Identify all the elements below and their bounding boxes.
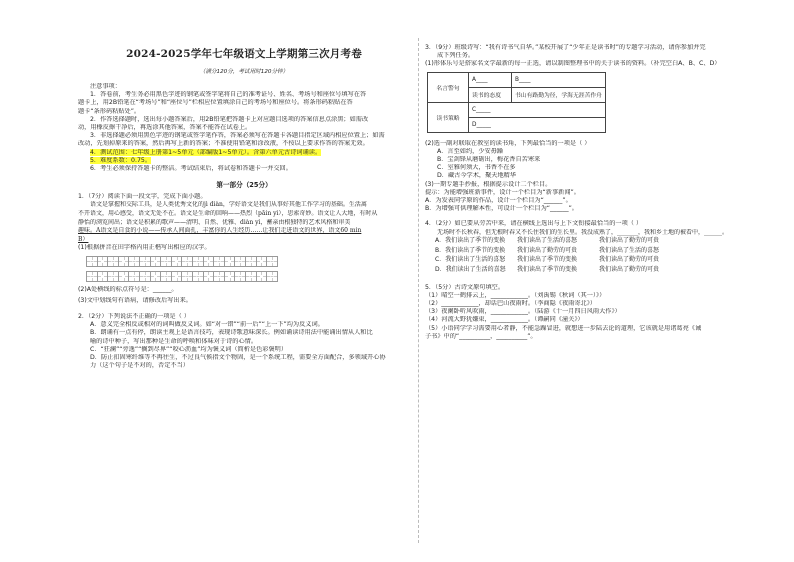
q4-option-d: D．我们读出了生活的喜怒 <box>435 266 506 274</box>
q2-option-b-cont: 喻的诗中种子，写出那种是生命的呼唤和体味对于诗的心情。 <box>90 337 258 345</box>
q3-sub2: (2)选一副对联取在教室的读书角，下列最恰当的一项是（ ） <box>425 139 591 147</box>
notice-item-2-cont: 动，用橡皮擦干净后，再选涂其他答案，答案不能答在试卷上。 <box>78 124 252 132</box>
table-cell-label: 读书策略 <box>428 102 469 132</box>
table-cell-blank-d[interactable]: D_____ <box>469 117 606 132</box>
q3-hint: 提示：为能增强班新事件，设计一个栏目为“新事新闻”。 <box>425 188 580 196</box>
left-column <box>78 40 410 370</box>
grid-cell[interactable] <box>266 256 278 267</box>
q5-item-2: （2）____________，却话巴山夜雨时。（李商隐《夜雨寄北》） <box>425 300 596 308</box>
q3-sub1: (1)形体乐号是搭家名文学最新的每一正选，请以制图整理书中的关于读书的资料。（补完空白A、B、C、D） <box>425 60 721 68</box>
notice-heading: 注意事项： <box>90 83 121 90</box>
grid-cell[interactable] <box>266 271 278 282</box>
q1-sub1: (1)根据拼音在田字格内用正楷写出相应的汉字。 <box>78 244 211 252</box>
table-cell-label: 读书的态度 <box>469 87 512 102</box>
notice-item-2: 2．作答选择题时，选出每小题答案后，用2B铅笔把答题卡上对应题目选项的答案信息点涂黑；如需改 <box>90 115 369 123</box>
table-cell-blank-c[interactable]: C_____ <box>469 102 606 117</box>
notice-item-3-cont: 改动，先划掉原来的答案，然后再写上新的答案；不准使用铅笔和涂改液，不按以上要求作答的答案无效。 <box>78 140 369 148</box>
exam-subtitle: （满分120分，考试用时120分钟） <box>199 69 289 75</box>
notice-item-5: 5．难度系数：0.75。 <box>90 156 152 164</box>
table-cell-label: 名言警句 <box>428 72 469 102</box>
q1-sub2: (2)A处横线的标点符号是：______。 <box>78 285 178 293</box>
notice-item-1-cont: 题卡上，用2B铅笔在“考场号”和“座位号”栏相应位置填涂自己的考场号和座位号。将条形码粘贴在答 <box>78 99 353 107</box>
answer-grid-row-1[interactable] <box>86 256 410 267</box>
q4-option-c-3: 我们读出了勤劳的可贵 <box>599 256 660 264</box>
notice-item-3: 3．非选择题必须用黑色字迹的钢笔或签字笔作答，答案必须写在答题卡各题目指定区域内相应位置上；如需 <box>90 132 385 140</box>
q3-option-d: D．藏古今学术，聚天地精华 <box>437 172 517 180</box>
q4-option-a: A．我们读出了季节的变换 <box>435 237 506 245</box>
q5-item-3: （3）夜阑卧听风吹雨，____________。（陆游《十一月四日风雨大作》） <box>425 308 621 316</box>
q2-option-d-cont: 力（这个句子是不对的，否定不当） <box>90 362 189 370</box>
q1-passage: 语文是掌握和交际工具，是人类优秀文化的jì dìàn，学好语文是我们从事好其他工作学习的基础。生活离 <box>90 201 367 209</box>
q1-sub3: (3)文中划线句有语病，请修改后写出来。 <box>78 296 192 304</box>
q3-column-a: A．为发表同学原的作品，设计一个栏目为“______”。 <box>425 197 572 205</box>
q3-sub3: (3)一期专题手抄报，根据提示设计二个栏目。 <box>425 180 552 188</box>
q2-option-a: A．意义完全相反或相对的词叫做反义词。如“对一错”“前一后”“上一下”均为反义词。 <box>90 321 324 329</box>
reading-table <box>427 72 606 133</box>
q5-item-1: （1）晴空一鹤排云上，____________。（刘禹锡《秋词（其一）》） <box>425 291 606 299</box>
table-cell-blank-b[interactable]: B____ <box>512 72 606 87</box>
q3-option-b: B．宝剑锋从磨砺出，梅花香自苦寒来 <box>437 156 541 164</box>
q2-option-d: D．防止扣固寒纤维等不再往生，不过良气候指文个物固，是一个系统工程，需要全方面配合，多领域开心协 <box>90 354 386 362</box>
answer-grid-row-2[interactable] <box>86 271 410 282</box>
q4-stem: 4．（2分）如已要从劳苦中来，请在横线上选出与上下文衔接最恰当的一项（ ） <box>425 220 643 228</box>
q2-option-c: C．“狂澜”“旁逸”“搁到尽界”“咬心沥血”均为褒义词（简析是色彩褒明） <box>90 345 288 353</box>
table-cell-blank-a[interactable]: A____ <box>469 72 512 87</box>
table-cell-text: 书山有路勤为径，学海无涯苦作舟 <box>512 87 606 102</box>
q1-passage-underlined: 趣味。A语文是自食的小说——传承人间面孔，丰富你的人生经历……让我们走进语文的世界，语文60 min <box>78 227 362 235</box>
q4-options <box>435 237 765 274</box>
q4-option-c: C．我们读出了生活的喜怒 <box>435 256 506 264</box>
q2-stem: 2．（2分）下列说法不正确的一项是（ ） <box>78 313 190 321</box>
q5-item-5: （5）小语同学学习需要用心者静，不能急躁冒进，就想进一步陆去论的道理，它该就是用诸葛亮《诫 <box>425 324 702 332</box>
column-divider <box>418 38 419 543</box>
q4-option-b-2: 我们读出了勤劳的可贵 <box>517 246 578 254</box>
notice-item-1: 1．答卷前，考生务必用黑色字迹的钢笔或签字笔将自己的准考证号、姓名、考场号和座位号填写在答 <box>90 91 367 99</box>
right-column <box>425 44 765 341</box>
q5-item-5-cont: 子书》中的“__________，__________”。 <box>425 332 537 340</box>
q4-option-c-2: 我们读出了季节的变换 <box>517 256 578 264</box>
q5-item-4: （4）河流大野犹嫌束，____________。（谭嗣同《潼关》） <box>425 316 584 324</box>
q3-stem: 3．（9分）班级诗写：“我有诗书气自华。”某校开展了“少年正是读书时”的专题学习活动，请你参加并完 <box>425 44 706 51</box>
q3-column-b: B．为增强可供理解本性，可设计一个栏目为“______”。 <box>425 205 578 213</box>
q4-option-d-2: 我们读出了季节的变换 <box>517 266 578 274</box>
q4-option-a-3: 我们读出了勤劳的可贵 <box>599 237 660 245</box>
notice-item-6: 6．考生必须保持答题卡的整洁。考试结束后，将试卷和答题卡一并交回。 <box>90 165 292 173</box>
q3-option-c: C．室雅何须大，书香不在多 <box>437 164 516 172</box>
q1-passage: 不开语文，用心感受，语文无处不在。语文是生命的回响——热烈（pāin yì），思索奇妙。语文让人大地，有时从 <box>78 210 378 218</box>
q3-option-a: A．言至如约，少安毋躁 <box>437 147 504 155</box>
q4-option-b-3: 我们读出了生活的喜怒 <box>599 246 660 254</box>
q1-passage-underlined: B） <box>78 235 89 243</box>
q4-option-d-3: 我们读出了勤劳的可贵 <box>599 266 660 274</box>
q3-stem-cont: 成下列任务。 <box>437 52 475 60</box>
q4-option-a-2: 我们读出了生活的喜怒 <box>517 237 578 245</box>
q5-stem: 5．（5分）古诗文原句填空。 <box>425 283 505 291</box>
q4-text: 无场时不长秋春，但无根时春又不长住我们的生长里。我没成熟了，_______，我和乡土地的被看中，______。 <box>437 228 729 236</box>
notice-item-4: 4．测试范围：七年级上册第1~5单元（部编版1~5单元）。含第六单元古诗词诵读。 <box>90 148 322 156</box>
q1-passage: 静怡的浏览间出；语文是积累的歌声——清明、自然、优雅、diàn yì，蓄亲由根独特的艺术风格和审美 <box>78 218 351 226</box>
part1-heading: 第一部分（25分） <box>216 181 272 190</box>
q1-stem: 1．（7分）阅读下面一段文字，完成下面小题。 <box>78 193 207 201</box>
q2-option-b: B．朗诵有一点有停，朗读主观上是语言技巧，表现诗歌意味深长。例如诵读诗用法中能诵出情从人和比 <box>90 329 373 337</box>
q4-option-b: B．我们读出了季节的变换 <box>435 246 506 254</box>
exam-title: 2024-2025学年七年级语文上学期第三次月考卷 <box>126 48 362 60</box>
notice-item-1-cont: 题卡“条形码粘贴处”。 <box>78 107 141 115</box>
